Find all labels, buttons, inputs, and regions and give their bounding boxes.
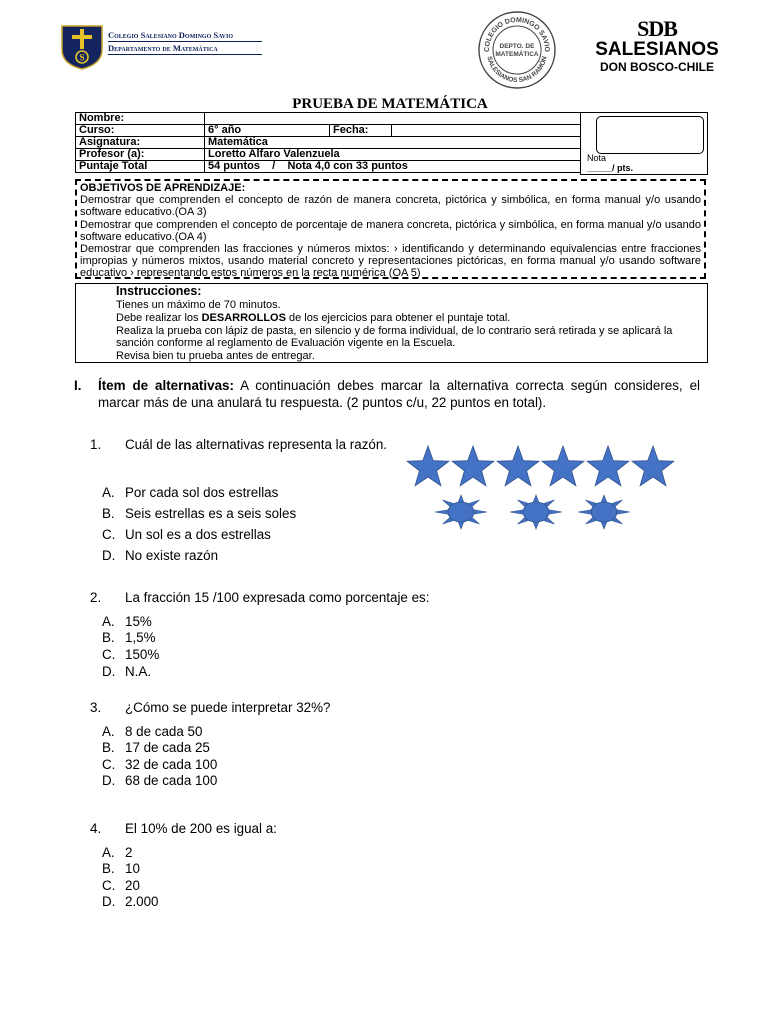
option-letter: A. <box>102 845 115 860</box>
option-letter: C. <box>102 878 116 893</box>
instruction-line: Revisa bien tu prueba antes de entregar. <box>116 350 315 363</box>
section-title: Ítem de alternativas: <box>98 378 234 393</box>
profesor-value: Loretto Alfaro Valenzuela <box>205 149 581 161</box>
nombre-label: Nombre: <box>76 113 205 125</box>
option-letter: B. <box>102 861 115 876</box>
star-icon <box>452 446 494 486</box>
seal-bottom-text: SALESIANOS SAN RAMÓN <box>485 55 549 85</box>
sun-icon <box>578 495 630 529</box>
department-name: Departamento de Matemática <box>108 43 218 53</box>
instruction-text: Debe realizar los <box>116 311 202 324</box>
option-letter: D. <box>102 664 116 679</box>
question-text: ¿Cómo se puede interpretar 32%? <box>125 700 331 715</box>
seal-center-text: DEPTO. DE <box>499 43 535 50</box>
option-text: 10 <box>125 861 140 876</box>
option-text: Seis estrellas es a seis soles <box>125 506 297 521</box>
divider <box>108 54 262 55</box>
nombre-field[interactable] <box>205 113 581 125</box>
option-text: 32 de cada 100 <box>125 757 218 772</box>
objective-item: Demostrar que comprenden las fracciones y números mixtos: › identificando y determinando equivalencias entre fracciones impropias y números mixtos, usando material concreto y representaciones pictóricas, en forma manual y/o usando software educativo › representando estos números en la recta numérica (OA 5) <box>80 243 701 280</box>
student-info-table <box>75 112 581 173</box>
option-text: Un sol es a dos estrellas <box>125 527 271 542</box>
option-text: 1,5% <box>125 630 156 645</box>
option-letter: A. <box>102 614 115 629</box>
instruction-line: Realiza la prueba con lápiz de pasta, en silencio y de forma individual, de lo contrario será retirada y se aplicará la sanción conforme al reglamento de Evaluación vigente en la Escuela. <box>116 324 673 350</box>
curso-value: 6° año <box>205 125 330 137</box>
grade-points-text: _____/ pts. <box>587 163 634 173</box>
option-text: 8 de cada 50 <box>125 724 203 739</box>
option-text: 2 <box>125 845 133 860</box>
option-letter: D. <box>102 894 116 909</box>
question-number: 1. <box>90 437 102 452</box>
school-name: Colegio Salesiano Domingo Savio <box>108 30 234 40</box>
exam-title: PRUEBA DE MATEMÁTICA <box>292 96 488 112</box>
curso-label: Curso: <box>76 125 205 137</box>
objective-item: Demostrar que comprenden el concepto de razón de manera concreta, pictórica y simbólica, en forma manual y/o usando software educativo.(OA 3) <box>80 194 701 219</box>
option-letter: A. <box>102 485 115 500</box>
question-text: El 10% de 200 es igual a: <box>125 821 277 836</box>
question-number: 2. <box>90 590 102 605</box>
sun-icon <box>510 495 562 529</box>
question-text: La fracción 15 /100 expresada como porcentaje es: <box>125 590 430 605</box>
svg-text:S: S <box>79 52 85 63</box>
option-letter: C. <box>102 527 116 542</box>
school-shield-logo <box>60 24 104 70</box>
stars-and-suns-figure <box>405 442 680 537</box>
seal-center-text: MATEMÁTICA <box>495 51 539 58</box>
instruction-line <box>116 312 701 325</box>
question-text: Cuál de las alternativas representa la razón. <box>125 437 388 452</box>
option-letter: D. <box>102 548 116 563</box>
puntaje-value: 54 puntos / Nota 4,0 con 33 puntos <box>205 161 581 173</box>
asignatura-label: Asignatura: <box>76 137 205 149</box>
option-letter: B. <box>102 740 115 755</box>
option-letter: B. <box>102 506 115 521</box>
divider <box>108 41 262 42</box>
option-text: Por cada sol dos estrellas <box>125 485 279 500</box>
section-description: A continuación debes marcar la alternativa correcta según consideres, el marcar más de una anulará tu respuesta. (2 puntos c/u, 22 puntos en total). <box>98 378 700 410</box>
option-text: 17 de cada 25 <box>125 740 210 755</box>
salesianos-logo <box>592 18 722 78</box>
instructions-box <box>75 283 708 363</box>
option-text: 2.000 <box>125 894 159 909</box>
brand-subtitle: DON BOSCO-CHILE <box>600 60 714 74</box>
section-number: I. <box>74 378 82 393</box>
question-number: 3. <box>90 700 102 715</box>
option-text: N.A. <box>125 664 152 679</box>
star-icon <box>407 446 449 486</box>
department-seal <box>477 10 557 90</box>
section-text <box>98 378 700 411</box>
fecha-field[interactable] <box>392 125 581 137</box>
seal-top-text: COLEGIO DOMINGO SAVIO <box>483 16 551 53</box>
star-icon <box>497 446 539 486</box>
option-text: 15% <box>125 614 152 629</box>
option-text: 20 <box>125 878 140 893</box>
question-number: 4. <box>90 821 102 836</box>
star-icon <box>542 446 584 486</box>
option-text: No existe razón <box>125 548 219 563</box>
instruction-emphasis: DESARROLLOS <box>201 311 286 324</box>
objectives-heading: OBJETIVOS DE APRENDIZAJE: <box>80 182 246 194</box>
brand-name: SALESIANOS <box>595 39 719 60</box>
star-icon <box>587 446 629 486</box>
option-letter: B. <box>102 630 115 645</box>
asignatura-value: Matemática <box>205 137 581 149</box>
profesor-label: Profesor (a): <box>76 149 205 161</box>
option-letter: C. <box>102 757 116 772</box>
grade-points <box>587 163 633 173</box>
fecha-label: Fecha: <box>330 125 392 137</box>
instruction-text: de los ejercicios para obtener el puntaje total. <box>285 311 511 324</box>
sdb-mark: SDB <box>637 16 677 41</box>
sun-icon <box>435 495 487 529</box>
option-letter: C. <box>102 647 116 662</box>
instructions-body <box>116 299 701 363</box>
learning-objectives <box>75 179 706 279</box>
grade-label: Nota <box>587 153 607 163</box>
option-letter: D. <box>102 773 116 788</box>
grade-field[interactable] <box>596 116 704 154</box>
puntaje-label: Puntaje Total <box>76 161 205 173</box>
option-text: 68 de cada 100 <box>125 773 218 788</box>
objective-item: Demostrar que comprenden el concepto de porcentaje de manera concreta, pictórica y simbólica, en forma manual y/o usando software educativo.(OA 4) <box>80 218 701 243</box>
option-text: 150% <box>125 647 160 662</box>
star-icon <box>632 446 674 486</box>
instructions-heading: Instrucciones: <box>116 284 202 298</box>
option-letter: A. <box>102 724 115 739</box>
instruction-line: Tienes un máximo de 70 minutos. <box>116 299 281 311</box>
